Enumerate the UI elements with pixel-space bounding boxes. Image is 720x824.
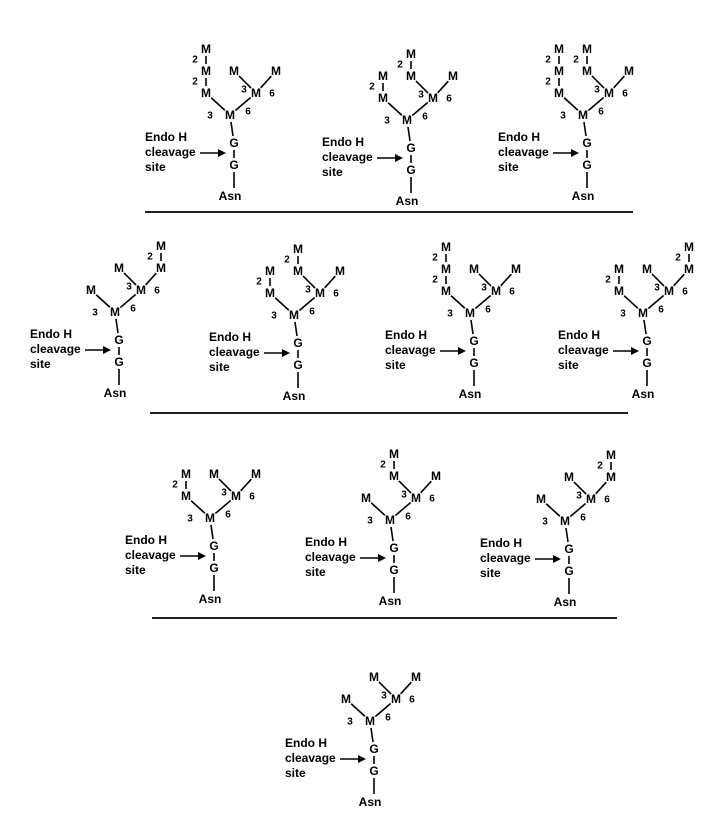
glycosidic-bond: [614, 76, 625, 88]
asparagine-label: Asn: [103, 386, 127, 400]
site-label: site: [145, 160, 166, 174]
mannose-residue: M: [604, 86, 614, 100]
mannose-residue: M: [251, 86, 261, 100]
glycosidic-bond: [388, 103, 402, 116]
glycosidic-bond: [408, 127, 410, 141]
asparagine-label: Asn: [218, 189, 242, 203]
cleavage-arrowhead: [282, 349, 290, 357]
glycan-structure: [285, 670, 421, 809]
linkage-label-6: 6: [422, 111, 428, 123]
mannose-residue: M: [114, 261, 124, 275]
site-label: site: [480, 566, 501, 580]
mannose-residue: M: [389, 447, 399, 461]
glycan-structure: [385, 240, 521, 401]
mannose-residue: M: [554, 86, 564, 100]
separator-rules: [145, 212, 633, 618]
endo-h-label: Endo H: [125, 533, 167, 547]
linkage-label-2: 2: [573, 54, 579, 66]
mannose-residue: M: [428, 91, 438, 105]
endo-h-label: Endo H: [558, 328, 600, 342]
endo-h-label: Endo H: [305, 535, 347, 549]
glycosidic-bond: [401, 682, 412, 694]
cleavage-label: cleavage: [480, 551, 531, 565]
glycosidic-bond: [391, 527, 393, 541]
mannose-residue: M: [582, 42, 592, 56]
site-label: site: [125, 563, 146, 577]
linkage-label-2: 2: [192, 76, 198, 88]
mannose-residue: M: [289, 308, 299, 322]
mannose-residue: M: [231, 489, 241, 503]
site-label: site: [498, 160, 519, 174]
asparagine-label: Asn: [282, 389, 306, 403]
linkage-label-6: 6: [225, 509, 231, 521]
glcnac-residue: G: [389, 541, 399, 555]
glycan-structure: [558, 240, 694, 401]
mannose-residue: M: [293, 242, 303, 256]
mannose-residue: M: [614, 284, 624, 298]
glycosidic-bond: [501, 274, 512, 286]
endo-h-label: Endo H: [498, 130, 540, 144]
linkage-label-2: 2: [397, 59, 403, 71]
glycosidic-bond: [421, 481, 432, 493]
glycosidic-bond: [231, 122, 233, 136]
glycosidic-bond: [371, 503, 385, 516]
linkage-label-6: 6: [130, 303, 136, 315]
mannose-residue: M: [564, 470, 574, 484]
cleavage-label: cleavage: [385, 343, 436, 357]
cleavage-label: cleavage: [322, 150, 373, 164]
glycosidic-bond: [116, 319, 118, 333]
linkage-label-2: 2: [147, 251, 153, 263]
linkage-label-3: 3: [560, 110, 566, 122]
linkage-label-6: 6: [580, 512, 586, 524]
mannose-residue: M: [441, 240, 451, 254]
mannose-residue: M: [315, 286, 325, 300]
mannose-residue: M: [365, 714, 375, 728]
mannose-residue: M: [251, 467, 261, 481]
linkage-label-3: 3: [401, 489, 407, 501]
asparagine-label: Asn: [631, 387, 655, 401]
mannose-residue: M: [406, 47, 416, 61]
mannose-residue: M: [229, 64, 239, 78]
glycan-structure: [498, 42, 634, 203]
site-label: site: [305, 565, 326, 579]
glycosidic-bond: [644, 320, 646, 334]
cleavage-arrowhead: [571, 149, 579, 157]
linkage-label-6: 6: [409, 694, 415, 706]
asparagine-label: Asn: [458, 387, 482, 401]
linkage-label-2: 2: [172, 479, 178, 491]
mannose-residue: M: [201, 86, 211, 100]
site-label: site: [385, 358, 406, 372]
mannose-residue: M: [638, 306, 648, 320]
glycosidic-bond: [471, 320, 473, 334]
linkage-label-3: 3: [594, 84, 600, 96]
glycan-structure: [30, 239, 166, 400]
linkage-label-6: 6: [333, 288, 339, 300]
glcnac-residue: G: [582, 158, 592, 172]
linkage-label-3: 3: [305, 284, 311, 296]
linkage-label-2: 2: [192, 54, 198, 66]
linkage-label-3: 3: [241, 84, 247, 96]
mannose-residue: M: [181, 467, 191, 481]
glycosidic-bond: [624, 296, 638, 309]
asparagine-label: Asn: [395, 194, 419, 208]
mannose-residue: M: [642, 262, 652, 276]
cleavage-label: cleavage: [558, 343, 609, 357]
mannose-residue: M: [684, 262, 694, 276]
asparagine-label: Asn: [553, 595, 577, 609]
mannose-residue: M: [201, 42, 211, 56]
glycosidic-bond: [546, 504, 560, 517]
linkage-label-6: 6: [446, 93, 452, 105]
glcnac-residue: G: [582, 136, 592, 150]
glycosidic-bond: [275, 298, 289, 311]
mannose-residue: M: [606, 470, 616, 484]
mannose-residue: M: [606, 448, 616, 462]
cleavage-label: cleavage: [498, 145, 549, 159]
cleavage-arrowhead: [395, 154, 403, 162]
linkage-label-3: 3: [576, 490, 582, 502]
glcnac-residue: G: [114, 355, 124, 369]
site-label: site: [322, 165, 343, 179]
mannose-residue: M: [511, 262, 521, 276]
mannose-residue: M: [369, 670, 379, 684]
linkage-label-6: 6: [245, 106, 251, 118]
asparagine-label: Asn: [378, 594, 402, 608]
glycosidic-bond: [371, 728, 373, 742]
mannose-residue: M: [614, 262, 624, 276]
cleavage-arrowhead: [631, 347, 639, 355]
mannose-residue: M: [271, 64, 281, 78]
mannose-residue: M: [406, 69, 416, 83]
linkage-label-6: 6: [405, 511, 411, 523]
glcnac-residue: G: [369, 742, 379, 756]
glcnac-residue: G: [209, 561, 219, 575]
glycosidic-bond: [211, 525, 213, 539]
mannose-residue: M: [378, 91, 388, 105]
linkage-label-2: 2: [545, 76, 551, 88]
cleavage-arrowhead: [218, 149, 226, 157]
mannose-residue: M: [554, 64, 564, 78]
glcnac-residue: G: [642, 356, 652, 370]
glcnac-residue: G: [564, 542, 574, 556]
cleavage-arrowhead: [198, 552, 206, 560]
endo-h-label: Endo H: [30, 327, 72, 341]
linkage-label-3: 3: [207, 110, 213, 122]
mannose-residue: M: [402, 113, 412, 127]
linkage-label-2: 2: [597, 460, 603, 472]
glcnac-residue: G: [469, 356, 479, 370]
linkage-label-3: 3: [542, 516, 548, 528]
asparagine-label: Asn: [358, 795, 382, 809]
linkage-label-3: 3: [384, 115, 390, 127]
glycosidic-bond: [325, 276, 336, 288]
site-label: site: [558, 358, 579, 372]
mannose-residue: M: [265, 264, 275, 278]
endo-h-label: Endo H: [285, 736, 327, 750]
mannose-residue: M: [389, 469, 399, 483]
cleavage-label: cleavage: [305, 550, 356, 564]
mannose-residue: M: [110, 305, 120, 319]
mannose-residue: M: [586, 492, 596, 506]
glycosidic-bond: [674, 274, 685, 286]
linkage-label-3: 3: [620, 308, 626, 320]
linkage-label-6: 6: [309, 306, 315, 318]
glycosidic-bond: [566, 528, 568, 542]
glcnac-residue: G: [229, 136, 239, 150]
glcnac-residue: G: [469, 334, 479, 348]
glcnac-residue: G: [293, 358, 303, 372]
mannose-residue: M: [664, 284, 674, 298]
glycosidic-bond: [584, 122, 586, 136]
glycosidic-bond: [351, 704, 365, 717]
glycan-structure: [125, 467, 261, 606]
glcnac-residue: G: [209, 539, 219, 553]
linkage-label-6: 6: [622, 88, 628, 100]
linkage-label-6: 6: [658, 304, 664, 316]
linkage-label-3: 3: [187, 513, 193, 525]
mannose-residue: M: [209, 467, 219, 481]
mannose-residue: M: [441, 284, 451, 298]
cleavage-label: cleavage: [30, 342, 81, 356]
linkage-label-3: 3: [367, 515, 373, 527]
linkage-label-6: 6: [598, 106, 604, 118]
mannose-residue: M: [181, 489, 191, 503]
mannose-residue: M: [201, 64, 211, 78]
mannose-residue: M: [293, 264, 303, 278]
glycosidic-bond: [596, 482, 607, 494]
linkage-label-3: 3: [126, 281, 132, 293]
endo-h-label: Endo H: [209, 330, 251, 344]
linkage-label-2: 2: [545, 54, 551, 66]
mannose-residue: M: [385, 513, 395, 527]
endo-h-label: Endo H: [145, 130, 187, 144]
cleavage-label: cleavage: [125, 548, 176, 562]
glcnac-residue: G: [229, 158, 239, 172]
endo-h-label: Endo H: [480, 536, 522, 550]
mannose-residue: M: [411, 670, 421, 684]
glycan-structure: [209, 242, 345, 403]
endo-h-label: Endo H: [322, 135, 364, 149]
glycosidic-bond: [96, 295, 110, 308]
mannose-residue: M: [361, 491, 371, 505]
mannose-residue: M: [582, 64, 592, 78]
glcnac-residue: G: [389, 563, 399, 577]
glcnac-residue: G: [369, 764, 379, 778]
linkage-label-3: 3: [92, 307, 98, 319]
cleavage-arrowhead: [553, 555, 561, 563]
mannose-residue: M: [441, 262, 451, 276]
glycosidic-bond: [146, 273, 157, 285]
linkage-label-3: 3: [418, 89, 424, 101]
linkage-label-3: 3: [654, 282, 660, 294]
linkage-label-2: 2: [605, 274, 611, 286]
mannose-residue: M: [491, 284, 501, 298]
structures-layer: [30, 42, 694, 809]
glycosidic-bond: [211, 98, 225, 111]
mannose-residue: M: [341, 692, 351, 706]
mannose-residue: M: [156, 261, 166, 275]
glycosidic-bond: [564, 98, 578, 111]
mannose-residue: M: [391, 692, 401, 706]
linkage-label-2: 2: [284, 254, 290, 266]
mannose-residue: M: [465, 306, 475, 320]
glycan-structure: [322, 47, 458, 208]
cleavage-label: cleavage: [285, 751, 336, 765]
linkage-label-6: 6: [385, 712, 391, 724]
mannose-residue: M: [265, 286, 275, 300]
mannose-residue: M: [578, 108, 588, 122]
linkage-label-6: 6: [682, 286, 688, 298]
mannose-residue: M: [205, 511, 215, 525]
glcnac-residue: G: [564, 564, 574, 578]
cleavage-label: cleavage: [145, 145, 196, 159]
glycosidic-bond: [191, 501, 205, 514]
site-label: site: [30, 357, 51, 371]
mannose-residue: M: [136, 283, 146, 297]
glycosidic-bond: [295, 322, 297, 336]
endo-h-label: Endo H: [385, 328, 427, 342]
linkage-label-6: 6: [485, 304, 491, 316]
linkage-label-6: 6: [509, 286, 515, 298]
cleavage-arrowhead: [358, 755, 366, 763]
mannose-residue: M: [378, 69, 388, 83]
linkage-label-2: 2: [369, 81, 375, 93]
mannose-residue: M: [86, 283, 96, 297]
glycosidic-bond: [241, 479, 252, 491]
linkage-label-3: 3: [347, 716, 353, 728]
linkage-label-6: 6: [154, 285, 160, 297]
asparagine-label: Asn: [571, 189, 595, 203]
mannose-residue: M: [469, 262, 479, 276]
mannose-residue: M: [335, 264, 345, 278]
glycosidic-bond: [438, 81, 449, 93]
cleavage-arrowhead: [378, 554, 386, 562]
cleavage-arrowhead: [458, 347, 466, 355]
linkage-label-2: 2: [675, 252, 681, 264]
linkage-label-6: 6: [269, 88, 275, 100]
glycan-structure: [145, 42, 281, 203]
mannose-residue: M: [225, 108, 235, 122]
linkage-label-2: 2: [432, 274, 438, 286]
mannose-residue: M: [536, 492, 546, 506]
glcnac-residue: G: [293, 336, 303, 350]
glycan-structure: [480, 448, 616, 609]
mannose-residue: M: [431, 469, 441, 483]
mannose-residue: M: [684, 240, 694, 254]
glcnac-residue: G: [406, 141, 416, 155]
asparagine-label: Asn: [198, 592, 222, 606]
glcnac-residue: G: [406, 163, 416, 177]
mannose-residue: M: [560, 514, 570, 528]
linkage-label-3: 3: [221, 487, 227, 499]
mannose-residue: M: [448, 69, 458, 83]
linkage-label-2: 2: [256, 276, 262, 288]
cleavage-arrowhead: [103, 346, 111, 354]
linkage-label-3: 3: [271, 310, 277, 322]
mannose-residue: M: [156, 239, 166, 253]
cleavage-label: cleavage: [209, 345, 260, 359]
linkage-label-6: 6: [249, 491, 255, 503]
linkage-label-3: 3: [381, 690, 387, 702]
linkage-label-6: 6: [604, 494, 610, 506]
site-label: site: [285, 766, 306, 780]
glcnac-residue: G: [114, 333, 124, 347]
linkage-label-6: 6: [429, 493, 435, 505]
linkage-label-2: 2: [380, 459, 386, 471]
mannose-residue: M: [624, 64, 634, 78]
glycosidic-bond: [261, 76, 272, 88]
site-label: site: [209, 360, 230, 374]
glycosidic-bond: [451, 296, 465, 309]
mannose-residue: M: [411, 491, 421, 505]
mannose-residue: M: [554, 42, 564, 56]
glcnac-residue: G: [642, 334, 652, 348]
linkage-label-3: 3: [447, 308, 453, 320]
glycan-structure: [305, 447, 441, 608]
linkage-label-2: 2: [432, 252, 438, 264]
linkage-label-3: 3: [481, 282, 487, 294]
